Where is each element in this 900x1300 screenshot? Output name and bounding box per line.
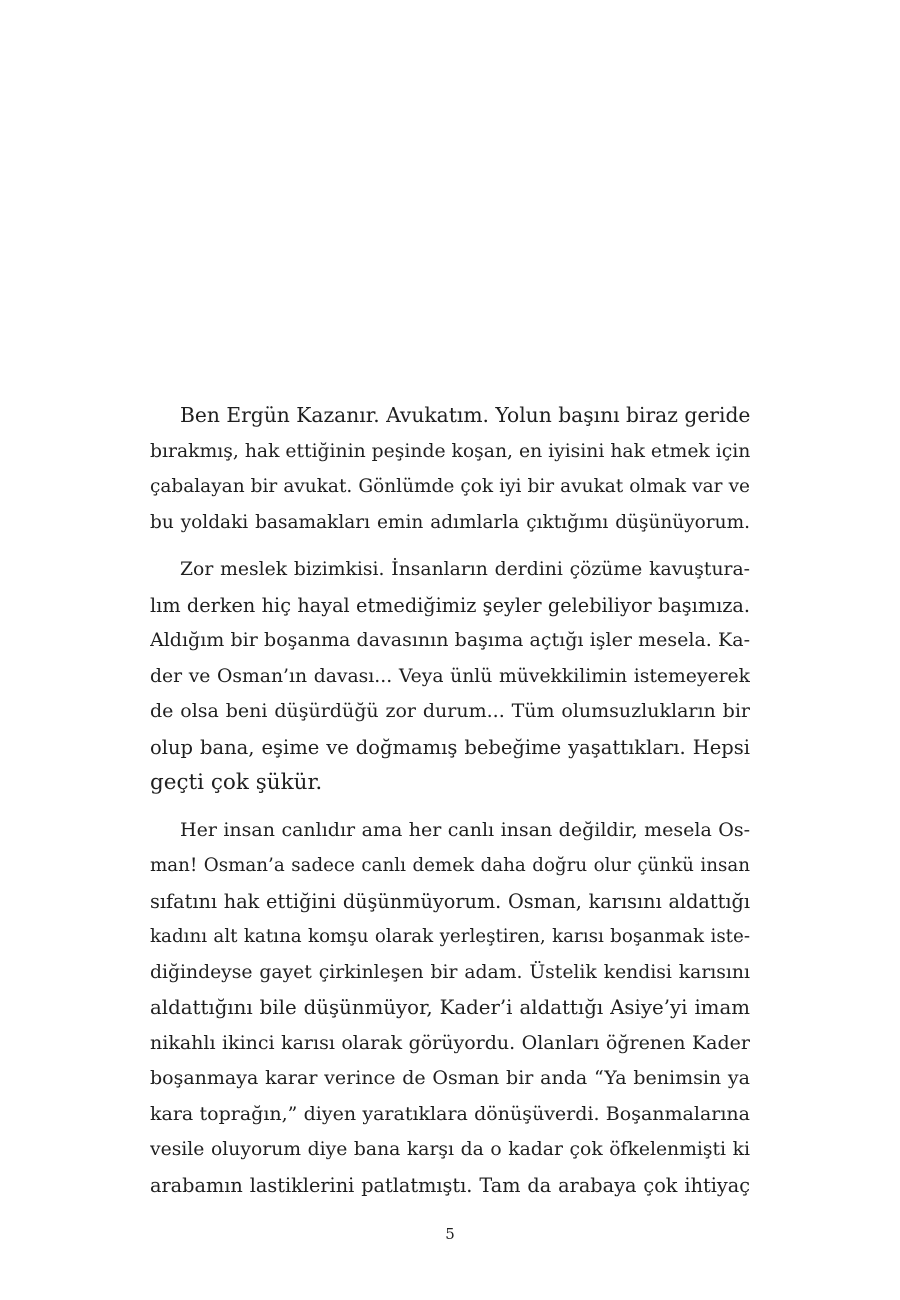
text-line: nikahlı ikinci karısı olarak görüyordu. Olanları öğrenen Kader	[150, 1031, 750, 1054]
text-line: Zor meslek bizimkisi. İnsanların derdini çözüme kavuştura-	[180, 559, 750, 580]
text-line: der ve Osman’ın davası... Veya ünlü müvekkilimin istemeyerek	[150, 665, 750, 687]
paragraph-2	[150, 552, 750, 801]
text-line: Aldığım bir boşanma davasının başıma açtığı işler mesela. Ka-	[150, 629, 750, 651]
text-line: de olsa beni düşürdüğü zor durum... Tüm olumsuzlukların bir	[150, 700, 750, 722]
text-line: kara toprağın,” diyen yaratıklara dönüşüverdi. Boşanmalarına	[150, 1102, 750, 1125]
text-line: lım derken hiç hayal etmediğimiz şeyler gelebiliyor başımıza.	[150, 593, 750, 617]
paragraph-1	[150, 398, 750, 540]
page-number: 5	[445, 1225, 455, 1243]
text-line: vesile oluyorum diye bana karşı da o kadar çok öfkelenmişti ki	[150, 1139, 750, 1160]
text-line: kadını alt katına komşu olarak yerleştiren, karısı boşanmak iste-	[150, 926, 750, 947]
text-line: bırakmış, hak ettiğinin peşinde koşan, en iyisini hak etmek için	[150, 440, 750, 462]
paragraph-3	[150, 813, 750, 1204]
text-line: Ben Ergün Kazanır. Avukatım. Yolun başını biraz geride	[180, 403, 750, 427]
text-line: sıfatını hak ettiğini düşünmüyorum. Osman, karısını aldattığı	[150, 889, 750, 913]
text-line: man! Osman’a sadece canlı demek daha doğru olur çünkü insan	[150, 855, 750, 876]
text-line: geçti çok şükür.	[150, 770, 323, 795]
text-line: bu yoldaki basamakları emin adımlarla çıktığımı düşünüyorum.	[150, 511, 750, 533]
text-line: diğindeyse gayet çirkinleşen bir adam. Üstelik kendisi karısını	[150, 961, 750, 983]
text-line: arabamın lastiklerini patlatmıştı. Tam da arabaya çok ihtiyaç	[150, 1173, 750, 1197]
page-body	[150, 398, 750, 1215]
text-line: aldattığını bile düşünmüyor, Kader’i aldattığı Asiye’yi imam	[150, 996, 750, 1019]
text-line: çabalayan bir avukat. Gönlümde çok iyi bir avukat olmak var ve	[150, 476, 750, 497]
text-line: boşanmaya karar verince de Osman bir anda “Ya benimsin ya	[150, 1067, 750, 1089]
text-line: olup bana, eşime ve doğmamış bebeğime yaşattıkları. Hepsi	[150, 735, 750, 759]
text-line: Her insan canlıdır ama her canlı insan değildir, mesela Os-	[180, 818, 750, 841]
